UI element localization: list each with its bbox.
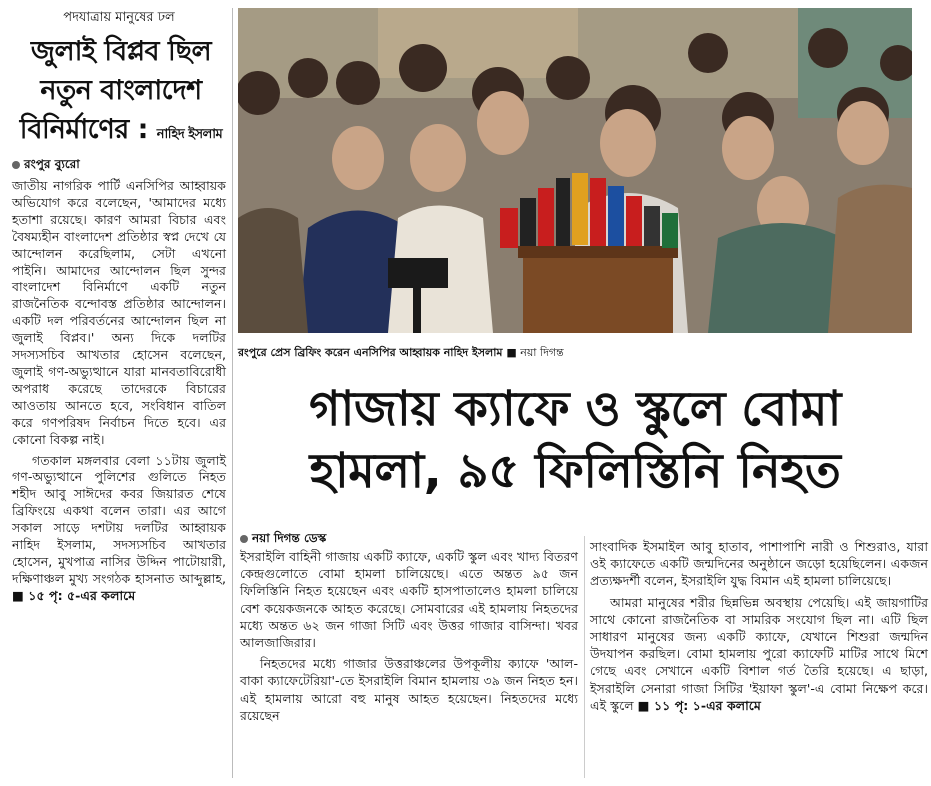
press-briefing-photo (238, 8, 912, 333)
main-col2-para-1: সাংবাদিক ইসমাইল আবু হাতাব, পাশাপাশি নারী ও শিশুরাও, যারা ওই ক্যাফেতে একটি জন্মদিনের অনুষ্ঠানে জড়ো হয়েছিলেন। একজন প্রত্যক্ষদর্শী বলেন, ইসরাইলি যুদ্ধ বিমান এই হামলা চালিয়েছে। (590, 539, 928, 589)
main-story-column-1 (240, 548, 578, 724)
column-divider (232, 8, 233, 778)
photo-credit: ■ নয়া দিগন্ত (506, 346, 564, 359)
left-headline-suffix: নাহিদ ইসলাম (156, 127, 223, 142)
photo-caption: রংপুরে প্রেস ব্রিফিং করেন এনসিপির আহ্বায়ক নাহিদ ইসলাম ■ নয়া দিগন্ত (238, 346, 564, 359)
left-story-para-1: জাতীয় নাগরিক পার্টি এনসিপির আহ্বায়ক অভিযোগ করে বলেছেন, 'আমাদের মধ্যে হতাশা রয়েছে। কারণ আমরা বিচার এবং বৈষম্যহীন বাংলাদেশ প্রতিষ্ঠার স্বপ্ন দেখে যে আন্দোলন করেছিলাম, সেটা এখনো পাইনি। আমাদের আন্দোলন ছিল সুন্দর বাংলাদেশ বিনির্মাণে একটি নতুন রাজনৈতিক বন্দোবস্ত প্রতিষ্ঠার আন্দোলন। একটি দল পরিবর্তনের আন্দোলন ছিল না জুলাই বিপ্লব।' অন্য দিকে দলটির সদস্যসচিব আখতার হোসেন বলেছেন, জুলাই গণ-অভ্যুত্থানে যারা মানবতাবিরোধী অপরাধ করেছে তাদেরকে বিচারের আওতায় আনতে হবে, সংবিধান বাতিল করে গণপরিষদ নির্বাচন দিতে হবে। এর কোনো বিকল্প নাই। (12, 178, 226, 447)
left-story-para-2: গতকাল মঙ্গলবার বেলা ১১টায় জুলাই গণ-অভ্যুত্থানে পুলিশের গুলিতে নিহত শহীদ আবু সাঈদের কবর জিয়ারত শেষে ব্রিফিংয়ে একথা বলেন তারা। এর আগে সকাল সাড়ে দশটায় দলটির আহ্বায়ক নাহিদ ইসলাম, সদস্যসচিব আখতার হোসেন, মুখপাত্র নাসির উদ্দিন পাটোয়ারী, দক্ষিণাঞ্চল মুখ্য সংগঠক হাসনাত আব্দুল্লাহ, ■ ১৫ পৃ: ৫-এর কলামে (12, 452, 226, 603)
left-story-kicker: পদযাত্রায় মানুষের ঢল (63, 10, 175, 25)
left-story-jump[interactable]: ■ ১৫ পৃ: ৫-এর কলামে (12, 587, 136, 603)
main-col2-para-2: আমরা মানুষের শরীর ছিন্নভিন্ন অবস্থায় পেয়েছি। এই জায়গাটির সাথে কোনো রাজনৈতিক বা সামরিক সংযোগ ছিল না। এটি ছিল সাধারণ মানুষের জন্য একটি ক্যাফে, যেখানে শিশুরা জন্মদিন উদযাপন করছিল। বোমা হামলায় পুরো ক্যাফেটি মাটির সাথে মিশে গেছে এবং সেখানে একটি বিশাল গর্ত তৈরি হয়েছে। এ ছাড়া, ইসরাইলি সেনারা গাজা সিটির 'ইয়াফা স্কুল'-এ বোমা নিক্ষেপ করে। এই স্কুলে ■ ১১ পৃ: ১-এর কলামে (590, 594, 928, 713)
bullet-icon (240, 535, 248, 543)
main-headline-line-2: হামলা, ৯৫ ফিলিস্তিনি নিহত (309, 443, 841, 499)
main-col1-para-2: নিহতদের মধ্যে গাজার উত্তরাঞ্চলের উপকূলীয় ক্যাফে 'আল-বাকা ক্যাফেটেরিয়া'-তে ইসরাইলি বিমান হামলায় ৩৯ জন নিহত হন। এই হামলায় আরো বহু মানুষ আহত হয়েছেন। নিহতদের মধ্যে রয়েছেন (240, 656, 578, 723)
main-story-byline: নয়া দিগন্ত ডেস্ক (240, 530, 326, 550)
news-photo (238, 8, 912, 333)
left-story-body (12, 178, 226, 605)
main-story-jump[interactable]: ■ ১১ পৃ: ১-এর কলামে (637, 697, 761, 713)
main-col1-para-1: ইসরাইলি বাহিনী গাজায় একটি ক্যাফে, একটি স্কুল এবং খাদ্য বিতরণ কেন্দ্রগুলোতে বোমা হামলা চালিয়েছে। এতে অন্তত ৯৫ জন ফিলিস্তিনি নিহত হয়েছেন এবং একটি হাসপাতালেও হামলা চালিয়ে বেশ কয়েকজনকে আহত করেছে। সোমবারের এই হামলায় নিহতদের মধ্যে অন্তত ৬২ জন গাজা সিটি এবং উত্তর গাজার বাসিন্দা। খবর আলজাজিরার। (240, 549, 578, 651)
main-headline-line-1: গাজায় ক্যাফে ও স্কুলে বোমা (309, 381, 841, 437)
left-story-headline (10, 32, 232, 154)
main-headline (240, 378, 910, 502)
bullet-icon (12, 161, 20, 169)
main-story-column-2 (590, 538, 928, 714)
left-headline-line-1: জুলাই বিপ্লব ছিল (30, 36, 212, 67)
left-headline-line-3: বিনির্মাণের : নাহিদ ইসলাম (19, 114, 223, 145)
left-headline-line-2: নতুন বাংলাদেশ (40, 75, 202, 106)
left-story-byline: রংপুর ব্যুরো (12, 156, 222, 176)
column-divider (584, 536, 585, 778)
